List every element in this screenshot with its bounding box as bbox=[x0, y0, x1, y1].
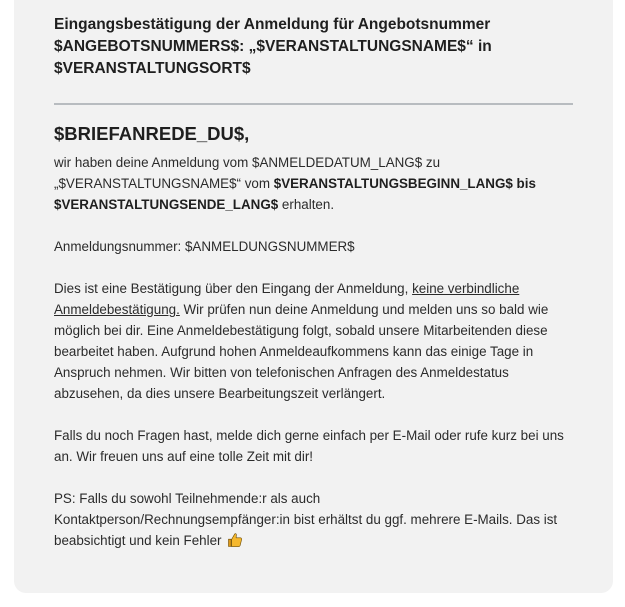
questions-paragraph: Falls du noch Fragen hast, melde dich gerne einfach per E-Mail oder rufe kurz bei uns an. Wir freuen uns auf eine tolle Zeit mit dir! bbox=[54, 428, 564, 464]
ps-paragraph bbox=[54, 488, 573, 554]
subject-line-1: Eingangsbestätigung der Anmeldung für Angebotsnummer bbox=[54, 16, 491, 33]
ps-line-2: Kontaktperson/Rechnungsempfänger:in bist erhältst du ggf. mehrere E-Mails. Das ist beabsichtigt und kein Fehler bbox=[54, 512, 558, 548]
ps-line-1: PS: Falls du sowohl Teilnehmende:r als auch bbox=[54, 491, 321, 506]
event-begin: $VERANSTALTUNGSBEGINN_LANG$ bbox=[273, 176, 513, 191]
intro-text-3: erhalten. bbox=[278, 197, 335, 212]
email-card bbox=[14, 0, 613, 593]
intro-text-2: „$VERANSTALTUNGSNAME$“ vom bbox=[54, 176, 274, 191]
intro-paragraph bbox=[54, 152, 573, 215]
confirmation-text-2: Wir prüfen nun deine Anmeldung und melden uns so bald wie möglich bei dir. Eine Anmeldebestätigung folgt, sobald unsere Mitarbeitenden diese bearbeitet haben. Aufgrund hohen Anmeldeaufkommens kann das einige Tage in Anspruch nehmen. Wir bitten von telefonischen Anfragen des Anmeldestatus abzusehen, da dies unsere Bearbeitungszeit verlängert. bbox=[54, 302, 549, 401]
event-end: $VERANSTALTUNGSENDE_LANG$ bbox=[54, 197, 279, 212]
email-subject bbox=[54, 14, 573, 80]
non-binding-notice: keine verbindliche Anmeldebestätigung. bbox=[54, 281, 520, 317]
intro-text-1: wir haben deine Anmeldung vom $ANMELDEDATUM_LANG$ zu bbox=[54, 155, 441, 170]
subject-line-3: $VERANSTALTUNGSORT$ bbox=[54, 60, 251, 77]
subject-line-2: $ANGEBOTSNUMMERS$: „$VERANSTALTUNGSNAME$“ in bbox=[54, 38, 492, 55]
thumbs-up-icon bbox=[227, 532, 243, 554]
confirmation-text-1: Dies ist eine Bestätigung über den Eingang der Anmeldung, bbox=[54, 281, 413, 296]
confirmation-paragraph bbox=[54, 278, 573, 404]
divider bbox=[54, 103, 573, 105]
intro-bis: bis bbox=[512, 176, 536, 191]
greeting: $BRIEFANREDE_DU$, bbox=[54, 123, 250, 144]
registration-number: Anmeldungsnummer: $ANMELDUNGSNUMMER$ bbox=[54, 239, 355, 254]
